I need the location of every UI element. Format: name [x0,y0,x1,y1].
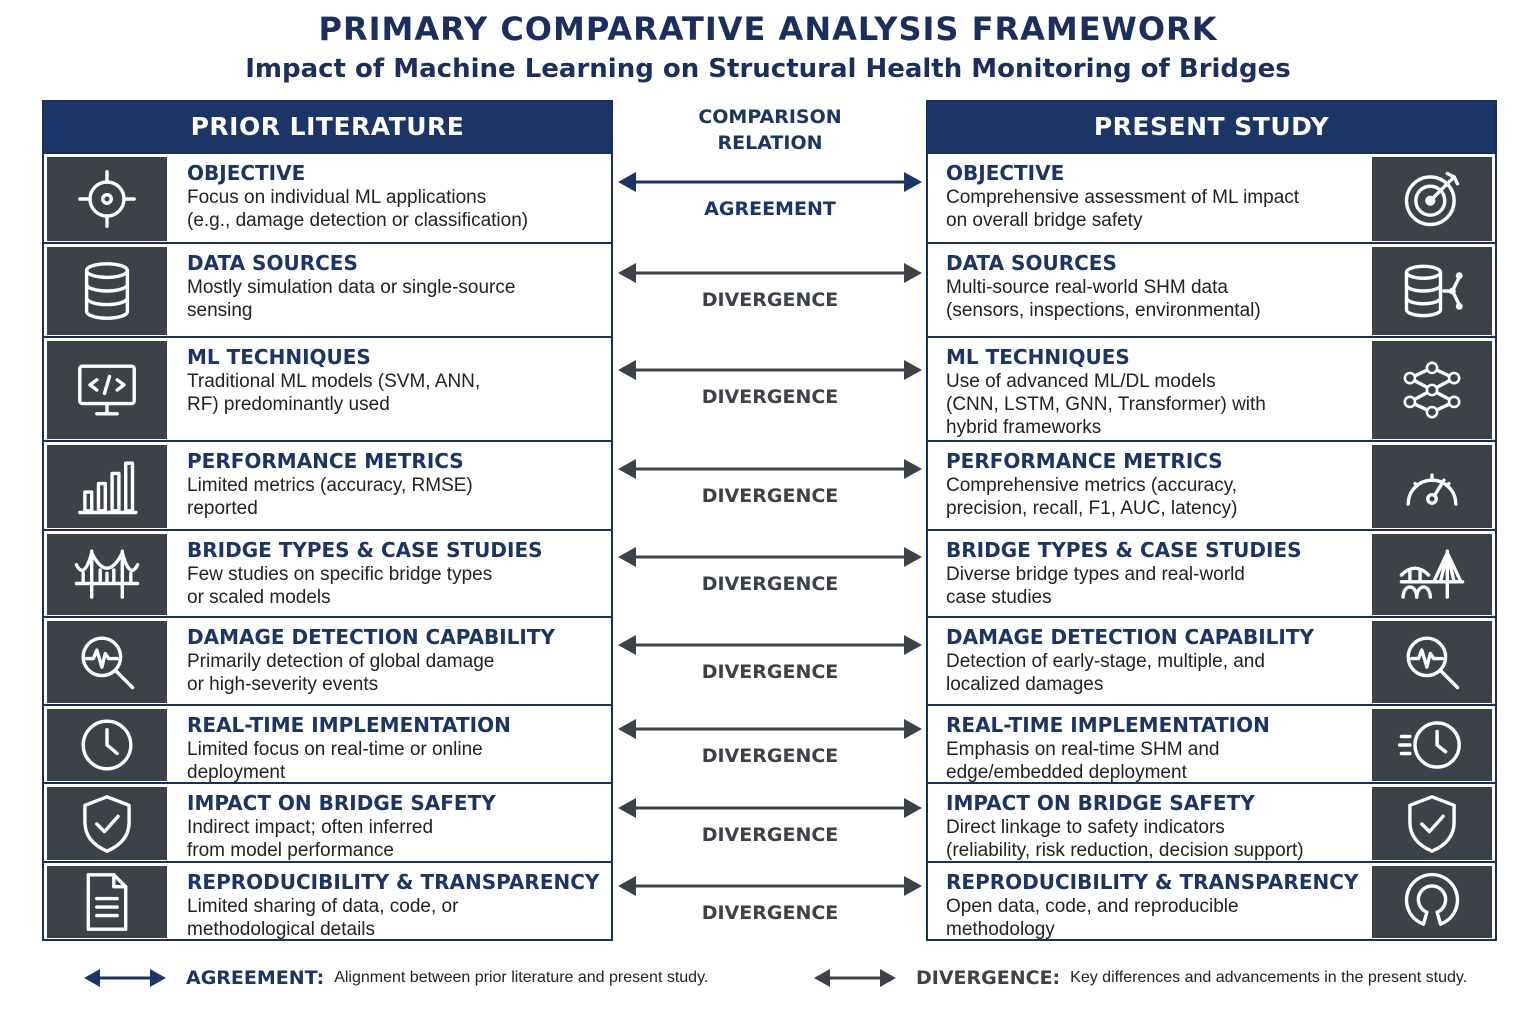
relation-label: DIVERGENCE [701,745,839,768]
right-row-description: Open data, code, and reproducible [946,896,1239,917]
right-row-description: localized damages [946,674,1104,695]
right-row-text [946,250,1376,322]
double-arrow-icon [618,170,922,194]
comparison-header-line: RELATION [717,132,823,154]
right-row-text [946,344,1376,439]
right-row [928,336,1495,440]
legend-divergence [814,966,1467,990]
relation-divergence [614,457,926,515]
right-row-description: case studies [946,587,1052,608]
right-row-description: precision, recall, F1, AUC, latency) [946,498,1238,519]
left-row-title: BRIDGE TYPES & CASE STUDIES [187,538,543,562]
comparison-relation-header [614,104,926,156]
left-row-description: methodological details [187,919,376,940]
right-row [928,242,1495,336]
right-row [928,152,1495,242]
clock-icon [47,709,167,781]
fast-clock-icon [1372,709,1492,781]
left-row-description: Limited focus on real-time or online [187,739,483,760]
left-row [44,336,611,440]
left-row-description: Indirect impact; often inferred [187,817,434,838]
left-row-description: or scaled models [187,587,331,608]
present-study-panel [926,100,1497,941]
page-title: PRIMARY COMPARATIVE ANALYSIS FRAMEWORK [318,10,1218,48]
left-row-title: ML TECHNIQUES [187,345,371,369]
left-row-description: Few studies on specific bridge types [187,564,493,585]
legend-divergence-key: DIVERGENCE: [916,967,1061,989]
right-row-description: hybrid frameworks [946,417,1102,438]
agreement-arrow-icon [84,966,166,990]
right-row-title: PERFORMANCE METRICS [946,449,1223,473]
left-row-title: PERFORMANCE METRICS [187,449,464,473]
relation-divergence [614,717,926,768]
right-row-title: DATA SOURCES [946,251,1117,275]
right-row [928,440,1495,529]
shield-check-icon [47,787,167,860]
relation-divergence [614,358,926,426]
right-row-title: REPRODUCIBILITY & TRANSPARENCY [946,870,1359,894]
right-row-title: DAMAGE DETECTION CAPABILITY [946,625,1314,649]
open-source-icon [1372,866,1492,938]
shield-check-icon [1372,787,1492,860]
left-row-title: REAL-TIME IMPLEMENTATION [187,713,511,737]
double-arrow-icon [618,358,922,382]
multiple-bridges-icon [1372,534,1492,615]
legend-agreement [84,966,708,990]
relation-label: DIVERGENCE [701,660,839,683]
left-row-description: Focus on individual ML applications [187,187,487,208]
magnifier-signal-icon [1372,621,1492,703]
left-row-description: sensing [187,300,253,321]
left-row-text [187,448,607,520]
relation-label: DIVERGENCE [701,386,839,409]
double-arrow-icon [618,796,922,820]
right-row-description: on overall bridge safety [946,210,1143,231]
left-row [44,616,611,704]
right-row-title: BRIDGE TYPES & CASE STUDIES [946,538,1302,562]
right-row-description: (reliability, risk reduction, decision support) [946,840,1304,861]
relation-label: DIVERGENCE [701,902,839,925]
relation-label: DIVERGENCE [701,823,839,846]
relation-label: AGREEMENT [704,197,836,220]
left-row-title: IMPACT ON BRIDGE SAFETY [187,791,496,815]
left-row-text [187,344,607,416]
right-row-description: (CNN, LSTM, GNN, Transformer) with [946,394,1266,415]
left-row [44,440,611,529]
right-row-description: Detection of early-stage, multiple, and [946,651,1265,672]
right-row-description: Comprehensive metrics (accuracy, [946,475,1238,496]
double-arrow-icon [618,874,922,898]
left-row-text [187,250,607,322]
left-row [44,861,611,939]
left-row-title: DATA SOURCES [187,251,358,275]
present-study-header: PRESENT STUDY [928,102,1495,152]
right-row-description: Comprehensive assessment of ML impact [946,187,1300,208]
left-row-text [187,790,607,862]
right-row-text [946,624,1376,696]
left-row-text [187,537,607,609]
left-row-description: Traditional ML models (SVM, ANN, [187,371,481,392]
left-row-description: reported [187,498,258,519]
right-row-text [946,448,1376,520]
right-row-title: OBJECTIVE [946,161,1065,185]
left-row [44,152,611,242]
double-arrow-icon [618,633,922,657]
left-row-text [187,712,607,784]
right-row-description: Emphasis on real-time SHM and [946,739,1220,760]
right-row-description: Direct linkage to safety indicators [946,817,1225,838]
relation-divergence [614,796,926,847]
left-row-description: from model performance [187,840,394,861]
left-row-description: Limited metrics (accuracy, RMSE) [187,475,473,496]
prior-literature-header: PRIOR LITERATURE [44,102,611,152]
right-row-text [946,869,1376,941]
right-row [928,782,1495,861]
right-row-text [946,790,1376,862]
legend-agreement-key: AGREEMENT: [186,967,325,989]
left-row-description: deployment [187,762,286,783]
right-row-text [946,712,1376,784]
target-arrow-icon [1372,157,1492,241]
prior-literature-panel [42,100,613,941]
divergence-arrow-icon [814,966,896,990]
page-subtitle: Impact of Machine Learning on Structural Health Monitoring of Bridges [245,54,1291,84]
bar-chart-icon [47,445,167,528]
left-row-description: Primarily detection of global damage [187,651,495,672]
comparison-header-line: COMPARISON [698,106,842,128]
document-icon [47,866,167,938]
relation-label: DIVERGENCE [701,288,839,311]
relation-divergence [614,874,926,925]
left-row [44,529,611,616]
gauge-icon [1372,445,1492,528]
relation-divergence [614,261,926,322]
relation-label: DIVERGENCE [701,573,839,596]
relation-divergence [614,633,926,690]
double-arrow-icon [618,545,922,569]
right-row [928,529,1495,616]
left-row-description: Limited sharing of data, code, or [187,896,459,917]
right-row-description: (sensors, inspections, environmental) [946,300,1261,321]
right-row-description: methodology [946,919,1055,940]
left-row-description: or high-severity events [187,674,379,695]
left-row [44,704,611,782]
left-row-text [187,160,607,232]
left-row-title: DAMAGE DETECTION CAPABILITY [187,625,555,649]
right-row-title: REAL-TIME IMPLEMENTATION [946,713,1270,737]
left-row-title: REPRODUCIBILITY & TRANSPARENCY [187,870,600,894]
double-arrow-icon [618,717,922,741]
relation-agreement [614,170,926,229]
double-arrow-icon [618,457,922,481]
legend-divergence-desc: Key differences and advancements in the present study. [1070,969,1468,986]
legend-agreement-desc: Alignment between prior literature and present study. [334,969,709,986]
left-row [44,782,611,861]
left-row-title: OBJECTIVE [187,161,306,185]
crosshair-icon [47,157,167,241]
database-icon [47,247,167,335]
left-row-text [187,624,607,696]
left-row-description: Mostly simulation data or single-source [187,277,516,298]
magnifier-signal-icon [47,621,167,703]
right-row-description: Use of advanced ML/DL models [946,371,1216,392]
right-row-title: IMPACT ON BRIDGE SAFETY [946,791,1255,815]
right-row-description: Diverse bridge types and real-world [946,564,1245,585]
left-row-text [187,869,607,941]
relation-label: DIVERGENCE [701,485,839,508]
double-arrow-icon [618,261,922,285]
left-row-description: RF) predominantly used [187,394,390,415]
left-row-description: (e.g., damage detection or classification) [187,210,529,231]
right-row-title: ML TECHNIQUES [946,345,1130,369]
right-row [928,861,1495,939]
relation-divergence [614,545,926,602]
right-row-text [946,537,1376,609]
right-row [928,704,1495,782]
right-row [928,616,1495,704]
code-monitor-icon [47,341,167,439]
right-row-text [946,160,1376,232]
database-network-icon [1372,247,1492,335]
right-row-description: Multi-source real-world SHM data [946,277,1228,298]
left-row [44,242,611,336]
right-row-description: edge/embedded deployment [946,762,1187,783]
suspension-bridge-icon [47,534,167,615]
neural-network-icon [1372,341,1492,439]
